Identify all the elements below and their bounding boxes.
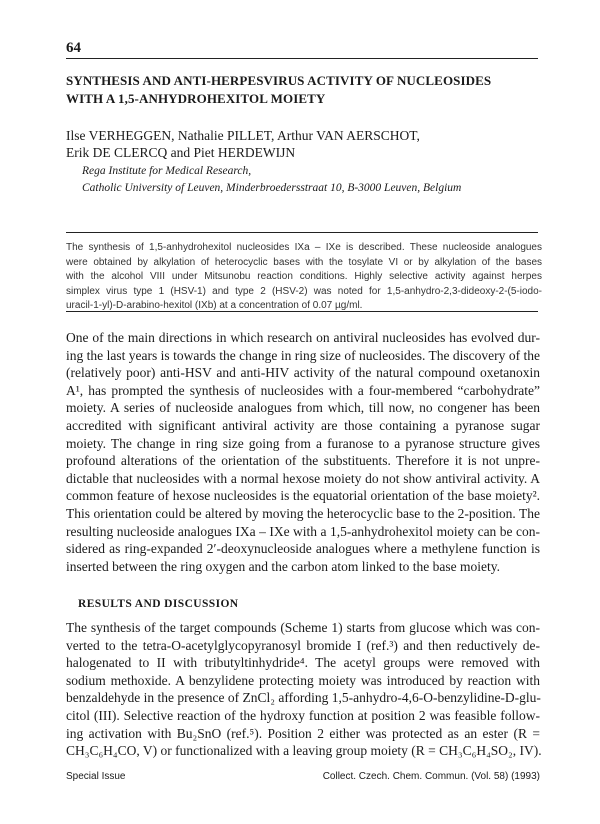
abstract-line: uracil-1-yl)-D-arabino-hexitol (IXb) at a concentration of 0.07 µg/ml. (66, 300, 363, 311)
body-line: moiety. A series of nucleoside analogues from which, till now, no congener has been (66, 400, 540, 416)
authors (66, 127, 536, 161)
body-line: citol (III). Selective reaction of the hydroxy function at position 2 was feasible follow- (66, 707, 540, 723)
abstract-line: simplex virus type 1 (HSV-1) and type 2 (HSV-2) was noted for 1,5-anhydro-2,3-dideoxy-2-(5-iodo- (66, 285, 542, 297)
abstract-top-rule (66, 232, 538, 233)
authors-line: Ilse VERHEGGEN, Nathalie PILLET, Arthur VAN AERSCHOT, (66, 128, 420, 143)
body-line: resulting nucleoside analogues IXa – IXe with a 1,5-anhydrohexitol moiety can be con- (66, 523, 540, 539)
body-line: common feature of hexose nucleosides is the equatorial orientation of the base moiety². (66, 488, 540, 504)
body-line: One of the main directions in which research on antiviral nucleosides has evolved dur- (66, 330, 540, 345)
authors-line: Erik DE CLERCQ and Piet HERDEWIJN (66, 145, 296, 160)
body-line: moiety. The change in ring size going from a furanose to a pyranose structure gives (66, 435, 540, 451)
body-line: CH₃C₆H₄CO, V) or functionalized with a leaving group moiety (R = CH₃C₆H₄SO₂, IV). (66, 743, 542, 759)
footer-right: Collect. Czech. Chem. Commun. (Vol. 58) (1993) (322, 771, 540, 782)
footer-left: Special Issue (66, 771, 126, 782)
body-line: This orientation could be altered by moving the heterocyclic base to the 2-position. The (66, 505, 540, 521)
abstract-line: The synthesis of 1,5-anhydrohexitol nucleosides IXa – IXe is described. These nucleoside analogues (66, 242, 542, 253)
abstract-line: were obtained by alkylation of heterocyclic bases with the tosylate VI or by alkylation of the bases (66, 256, 542, 268)
title-line: SYNTHESIS AND ANTI-HERPESVIRUS ACTIVITY OF NUCLEOSIDES (66, 73, 492, 88)
body-line: profound alterations of the orientation of the substituents. Therefore it is not unpre- (66, 453, 540, 469)
body-line: inserted between the ring oxygen and the carbon atom linked to the base moiety. (66, 558, 500, 574)
abstract-line: with the alcohol VIII under Mitsunobu reaction conditions. Highly selective activity against herpes (66, 271, 542, 282)
body-line: sodium methoxide. A benzylidene protecting moiety was introduced by reaction with (66, 672, 540, 688)
results-paragraph (66, 619, 540, 760)
body-line: verted to the tetra-O-acetylglycopyranosyl bromide I (ref.³) and then reductively de- (66, 637, 540, 653)
abstract (66, 241, 542, 314)
body-line: The synthesis of the target compounds (Scheme 1) starts from glucose which was con- (66, 620, 540, 635)
page-number: 64 (66, 40, 81, 56)
body-line: A¹, has prompted the synthesis of nucleosides with a four-membered “carbohydrate” (66, 382, 540, 398)
affiliation-line: Rega Institute for Medical Research, (82, 165, 252, 177)
body-line: dictable that nucleosides with a normal hexose moiety do not show antiviral activity. A (66, 470, 540, 486)
title-line: WITH A 1,5-ANHYDROHEXITOL MOIETY (66, 91, 326, 106)
intro-paragraph (66, 329, 540, 575)
section-heading: RESULTS AND DISCUSSION (78, 598, 239, 610)
affiliation-line: Catholic University of Leuven, Minderbroedersstraat 10, B-3000 Leuven, Belgium (82, 182, 462, 194)
article-title (66, 72, 536, 108)
body-line: (relatively poor) anti-HSV and anti-HIV activity of the natural compound oxetanoxin (66, 365, 540, 381)
body-line: ing activation with Bu₂SnO (ref.⁵). Position 2 either was protected as an ester (R = (66, 725, 540, 741)
body-line: halogenated to II with tributyltinhydride⁴. The acetyl groups were removed with (66, 655, 540, 671)
body-line: benzaldehyde in the presence of ZnCl₂ affording 1,5-anhydro-4,6-O-benzylidine-D-glu- (66, 690, 541, 706)
body-line: accredited with significant antiviral activity are those containing a pyranose sugar (66, 417, 540, 433)
header-rule (66, 58, 538, 59)
affiliation (82, 163, 542, 197)
abstract-bottom-rule (66, 311, 538, 312)
body-line: sidered as ring-expanded 2′-deoxynucleoside analogues where a methylene function is (66, 541, 540, 557)
body-line: ing the last years is towards the change in ring size of nucleosides. The discovery of the (66, 347, 540, 363)
